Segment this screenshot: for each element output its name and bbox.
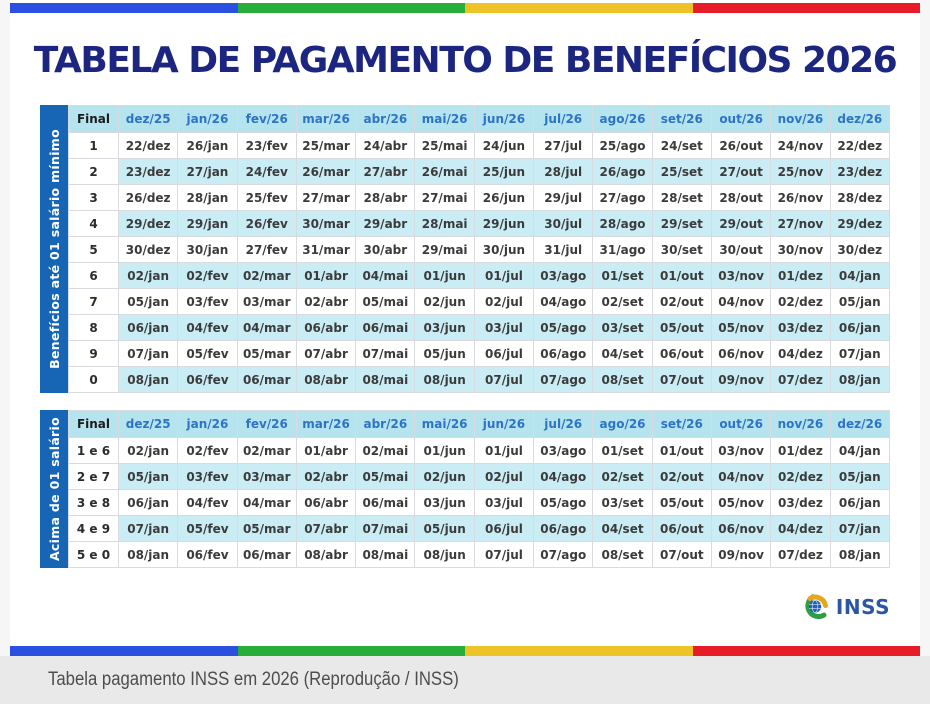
payment-date-cell: 02/jul	[474, 464, 533, 490]
payment-date-cell: 06/abr	[296, 490, 355, 516]
month-column-header: abr/26	[356, 411, 415, 438]
payment-date-cell: 04/set	[593, 341, 652, 367]
payment-date-cell: 08/mai	[356, 542, 415, 568]
payment-date-cell: 22/dez	[119, 133, 178, 159]
payment-date-cell: 05/mai	[356, 289, 415, 315]
final-digit-cell: 2	[69, 159, 119, 185]
payment-date-cell: 27/nov	[771, 211, 830, 237]
payment-date-cell: 06/ago	[534, 341, 593, 367]
payment-date-cell: 30/out	[711, 237, 770, 263]
month-column-header: dez/26	[830, 411, 889, 438]
payment-table-above-minimum	[40, 410, 890, 568]
payment-date-cell: 28/set	[652, 185, 711, 211]
table-sidebar-above-minimum	[40, 410, 68, 568]
payment-date-cell: 05/fev	[178, 341, 237, 367]
final-digit-cell: 9	[69, 341, 119, 367]
payment-date-cell: 07/abr	[296, 516, 355, 542]
payment-date-cell: 02/jun	[415, 289, 474, 315]
payment-date-cell: 08/jun	[415, 542, 474, 568]
payment-date-cell: 05/jan	[830, 464, 889, 490]
payment-date-cell: 07/out	[652, 542, 711, 568]
month-column-header: dez/26	[830, 106, 889, 133]
payment-date-cell: 07/ago	[534, 542, 593, 568]
payment-date-cell: 02/mai	[356, 438, 415, 464]
payment-date-cell: 03/ago	[534, 438, 593, 464]
payment-date-cell: 31/ago	[593, 237, 652, 263]
payment-date-cell: 02/out	[652, 289, 711, 315]
payment-date-cell: 03/fev	[178, 289, 237, 315]
payment-date-cell: 29/jun	[474, 211, 533, 237]
payment-date-cell: 04/jan	[830, 263, 889, 289]
payment-date-cell: 25/mar	[296, 133, 355, 159]
payment-date-cell: 02/set	[593, 289, 652, 315]
payment-date-cell: 26/nov	[771, 185, 830, 211]
payment-date-cell: 03/jun	[415, 490, 474, 516]
payment-date-cell: 27/out	[711, 159, 770, 185]
month-column-header: abr/26	[356, 106, 415, 133]
payment-date-cell: 06/abr	[296, 315, 355, 341]
payment-date-cell: 08/jan	[119, 367, 178, 393]
payment-date-cell: 25/set	[652, 159, 711, 185]
bar-segment-red	[693, 3, 921, 13]
payment-date-cell: 02/dez	[771, 464, 830, 490]
payment-date-cell: 06/mar	[237, 542, 296, 568]
payment-date-cell: 07/dez	[771, 542, 830, 568]
payment-date-cell: 01/jun	[415, 263, 474, 289]
payment-date-cell: 01/set	[593, 263, 652, 289]
payment-date-cell: 29/out	[711, 211, 770, 237]
payment-date-cell: 26/dez	[119, 185, 178, 211]
inss-logo-text: INSS	[835, 595, 890, 619]
table-row	[69, 341, 890, 367]
payment-date-cell: 08/jan	[119, 542, 178, 568]
payment-date-cell: 05/nov	[711, 490, 770, 516]
table-header	[69, 411, 890, 438]
payment-date-cell: 06/fev	[178, 542, 237, 568]
payment-date-cell: 04/mar	[237, 490, 296, 516]
month-column-header: out/26	[711, 411, 770, 438]
payment-date-cell: 06/jan	[119, 490, 178, 516]
payment-date-cell: 03/set	[593, 315, 652, 341]
final-digit-cell: 3	[69, 185, 119, 211]
payment-date-cell: 02/mar	[237, 263, 296, 289]
payment-date-cell: 08/mai	[356, 367, 415, 393]
payment-date-cell: 24/nov	[771, 133, 830, 159]
payment-date-cell: 01/jul	[474, 438, 533, 464]
payment-date-cell: 04/ago	[534, 289, 593, 315]
payment-date-cell: 30/nov	[771, 237, 830, 263]
payment-date-cell: 06/mai	[356, 315, 415, 341]
payment-date-cell: 02/dez	[771, 289, 830, 315]
table-row	[69, 542, 890, 568]
month-column-header: nov/26	[771, 411, 830, 438]
table-row	[69, 159, 890, 185]
bottom-color-bar	[10, 646, 920, 656]
payment-date-cell: 29/jul	[534, 185, 593, 211]
payment-date-cell: 01/dez	[771, 438, 830, 464]
month-column-header: mai/26	[415, 411, 474, 438]
table-body	[69, 438, 890, 568]
payment-date-cell: 06/fev	[178, 367, 237, 393]
payment-date-cell: 30/abr	[356, 237, 415, 263]
payment-date-cell: 05/fev	[178, 516, 237, 542]
payment-date-cell: 03/nov	[711, 263, 770, 289]
payment-date-cell: 06/jan	[830, 315, 889, 341]
payment-date-cell: 08/set	[593, 367, 652, 393]
payment-date-cell: 05/mar	[237, 341, 296, 367]
payment-date-cell: 23/fev	[237, 133, 296, 159]
payment-date-cell: 08/jun	[415, 367, 474, 393]
final-digit-cell: 1 e 6	[69, 438, 119, 464]
payment-date-cell: 04/dez	[771, 516, 830, 542]
month-column-header: out/26	[711, 106, 770, 133]
payment-date-cell: 29/set	[652, 211, 711, 237]
month-column-header: fev/26	[237, 106, 296, 133]
page-title: TABELA DE PAGAMENTO DE BENEFÍCIOS 2026	[33, 40, 897, 81]
payment-date-cell: 29/jan	[178, 211, 237, 237]
final-digit-cell: 6	[69, 263, 119, 289]
infographic-panel	[10, 0, 920, 656]
sidebar-label: Benefícios até 01 salário mínimo	[46, 129, 62, 369]
payment-date-cell: 04/fev	[178, 315, 237, 341]
payment-date-cell: 07/jul	[474, 367, 533, 393]
payment-date-cell: 02/fev	[178, 263, 237, 289]
payment-date-cell: 30/jul	[534, 211, 593, 237]
payment-date-cell: 08/abr	[296, 542, 355, 568]
payment-date-cell: 08/abr	[296, 367, 355, 393]
image-caption: Tabela pagamento INSS em 2026 (Reprodução / INSS)	[48, 669, 459, 690]
payment-date-cell: 07/mai	[356, 516, 415, 542]
payment-date-cell: 07/ago	[534, 367, 593, 393]
payment-date-cell: 07/abr	[296, 341, 355, 367]
payment-date-cell: 03/jul	[474, 490, 533, 516]
payment-date-cell: 03/jun	[415, 315, 474, 341]
payment-date-cell: 08/set	[593, 542, 652, 568]
payment-date-cell: 01/set	[593, 438, 652, 464]
payment-date-cell: 30/mar	[296, 211, 355, 237]
payment-date-cell: 27/mai	[415, 185, 474, 211]
payment-date-cell: 24/jun	[474, 133, 533, 159]
month-column-header: mar/26	[296, 106, 355, 133]
payment-date-cell: 23/dez	[830, 159, 889, 185]
top-color-bar	[10, 3, 920, 13]
payment-date-cell: 05/out	[652, 490, 711, 516]
payment-date-cell: 29/mai	[415, 237, 474, 263]
final-column-header: Final	[69, 106, 119, 133]
inss-swirl-icon	[799, 593, 831, 621]
payment-date-cell: 28/abr	[356, 185, 415, 211]
payment-date-cell: 30/dez	[119, 237, 178, 263]
table-row	[69, 211, 890, 237]
payment-date-cell: 06/jul	[474, 341, 533, 367]
payment-date-cell: 05/mar	[237, 516, 296, 542]
payment-date-cell: 04/ago	[534, 464, 593, 490]
payment-date-cell: 04/fev	[178, 490, 237, 516]
payment-date-cell: 04/mai	[356, 263, 415, 289]
payment-date-cell: 06/jan	[119, 315, 178, 341]
payment-date-cell: 06/mar	[237, 367, 296, 393]
payment-date-cell: 05/jun	[415, 516, 474, 542]
payment-date-cell: 06/jan	[830, 490, 889, 516]
payment-date-cell: 28/jul	[534, 159, 593, 185]
month-column-header: jun/26	[474, 411, 533, 438]
payment-date-cell: 01/out	[652, 263, 711, 289]
payment-date-cell: 02/jun	[415, 464, 474, 490]
payment-date-cell: 05/jan	[830, 289, 889, 315]
payment-date-cell: 01/jul	[474, 263, 533, 289]
payment-date-cell: 25/nov	[771, 159, 830, 185]
payment-date-cell: 25/fev	[237, 185, 296, 211]
month-column-header: ago/26	[593, 411, 652, 438]
table-row	[69, 237, 890, 263]
payment-date-cell: 03/fev	[178, 464, 237, 490]
payment-date-cell: 07/dez	[771, 367, 830, 393]
payment-date-cell: 05/jan	[119, 464, 178, 490]
month-column-header: jul/26	[534, 106, 593, 133]
final-digit-cell: 4 e 9	[69, 516, 119, 542]
payment-date-cell: 24/fev	[237, 159, 296, 185]
month-column-header: set/26	[652, 411, 711, 438]
payment-date-cell: 04/dez	[771, 341, 830, 367]
bar-segment-green	[238, 3, 466, 13]
month-column-header: jan/26	[178, 106, 237, 133]
month-column-header: ago/26	[593, 106, 652, 133]
bar-segment-blue	[10, 3, 238, 13]
payment-date-cell: 23/dez	[119, 159, 178, 185]
table-row	[69, 516, 890, 542]
table-row	[69, 263, 890, 289]
payment-date-cell: 09/nov	[711, 542, 770, 568]
payment-date-cell: 04/nov	[711, 289, 770, 315]
bar-segment-green	[238, 646, 466, 656]
month-column-header: set/26	[652, 106, 711, 133]
payment-date-cell: 24/set	[652, 133, 711, 159]
payment-date-cell: 27/mar	[296, 185, 355, 211]
table-row	[69, 464, 890, 490]
payment-date-cell: 30/jun	[474, 237, 533, 263]
month-column-header: fev/26	[237, 411, 296, 438]
payment-date-cell: 05/nov	[711, 315, 770, 341]
payment-date-cell: 01/abr	[296, 263, 355, 289]
payment-date-cell: 01/out	[652, 438, 711, 464]
payment-date-cell: 02/fev	[178, 438, 237, 464]
payment-date-cell: 28/out	[711, 185, 770, 211]
payment-date-cell: 09/nov	[711, 367, 770, 393]
payment-date-cell: 07/out	[652, 367, 711, 393]
month-column-header: dez/25	[119, 411, 178, 438]
table-row	[69, 490, 890, 516]
payment-date-cell: 28/jan	[178, 185, 237, 211]
month-column-header: nov/26	[771, 106, 830, 133]
payment-date-cell: 26/jun	[474, 185, 533, 211]
table-row	[69, 367, 890, 393]
payment-date-cell: 27/jan	[178, 159, 237, 185]
payment-date-cell: 26/out	[711, 133, 770, 159]
table-row	[69, 185, 890, 211]
month-column-header: jun/26	[474, 106, 533, 133]
table-body	[69, 133, 890, 393]
payment-date-cell: 27/abr	[356, 159, 415, 185]
payment-date-cell: 24/abr	[356, 133, 415, 159]
final-digit-cell: 1	[69, 133, 119, 159]
schedule-table	[68, 105, 890, 393]
payment-date-cell: 29/dez	[830, 211, 889, 237]
payment-table-minimum-wage	[40, 105, 890, 393]
payment-date-cell: 04/mar	[237, 315, 296, 341]
bar-segment-red	[693, 646, 921, 656]
payment-date-cell: 01/abr	[296, 438, 355, 464]
payment-date-cell: 30/set	[652, 237, 711, 263]
payment-date-cell: 02/out	[652, 464, 711, 490]
payment-date-cell: 27/fev	[237, 237, 296, 263]
payment-date-cell: 04/jan	[830, 438, 889, 464]
payment-date-cell: 25/jun	[474, 159, 533, 185]
payment-date-cell: 02/abr	[296, 464, 355, 490]
payment-date-cell: 06/mai	[356, 490, 415, 516]
payment-date-cell: 03/jul	[474, 315, 533, 341]
payment-date-cell: 03/dez	[771, 490, 830, 516]
bar-segment-blue	[10, 646, 238, 656]
final-digit-cell: 2 e 7	[69, 464, 119, 490]
sidebar-label: Acima de 01 salário	[46, 416, 62, 562]
month-column-header: mai/26	[415, 106, 474, 133]
table-row	[69, 133, 890, 159]
caption-bar	[0, 656, 930, 704]
payment-date-cell: 06/nov	[711, 516, 770, 542]
payment-date-cell: 30/jan	[178, 237, 237, 263]
payment-date-cell: 02/set	[593, 464, 652, 490]
payment-date-cell: 26/ago	[593, 159, 652, 185]
payment-date-cell: 25/mai	[415, 133, 474, 159]
payment-date-cell: 03/set	[593, 490, 652, 516]
inss-logo	[799, 593, 890, 621]
payment-date-cell: 01/jun	[415, 438, 474, 464]
payment-date-cell: 01/dez	[771, 263, 830, 289]
bar-segment-yellow	[465, 646, 693, 656]
payment-date-cell: 30/dez	[830, 237, 889, 263]
payment-date-cell: 02/jan	[119, 263, 178, 289]
payment-date-cell: 28/mai	[415, 211, 474, 237]
payment-date-cell: 06/out	[652, 341, 711, 367]
payment-date-cell: 07/jan	[830, 341, 889, 367]
payment-date-cell: 02/abr	[296, 289, 355, 315]
month-column-header: jul/26	[534, 411, 593, 438]
payment-date-cell: 05/ago	[534, 490, 593, 516]
payment-date-cell: 06/ago	[534, 516, 593, 542]
payment-date-cell: 03/dez	[771, 315, 830, 341]
final-digit-cell: 5	[69, 237, 119, 263]
payment-date-cell: 27/ago	[593, 185, 652, 211]
payment-date-cell: 05/mai	[356, 464, 415, 490]
header-row	[69, 106, 890, 133]
final-digit-cell: 5 e 0	[69, 542, 119, 568]
payment-date-cell: 29/dez	[119, 211, 178, 237]
payment-date-cell: 08/jan	[830, 367, 889, 393]
payment-date-cell: 07/jan	[830, 516, 889, 542]
payment-date-cell: 26/jan	[178, 133, 237, 159]
payment-date-cell: 03/ago	[534, 263, 593, 289]
payment-date-cell: 06/out	[652, 516, 711, 542]
payment-date-cell: 05/jan	[119, 289, 178, 315]
payment-date-cell: 06/jul	[474, 516, 533, 542]
table-row	[69, 315, 890, 341]
payment-date-cell: 03/nov	[711, 438, 770, 464]
payment-date-cell: 28/dez	[830, 185, 889, 211]
payment-date-cell: 08/jan	[830, 542, 889, 568]
payment-date-cell: 04/nov	[711, 464, 770, 490]
payment-date-cell: 26/mai	[415, 159, 474, 185]
payment-date-cell: 06/nov	[711, 341, 770, 367]
final-digit-cell: 4	[69, 211, 119, 237]
table-row	[69, 438, 890, 464]
table-row	[69, 289, 890, 315]
payment-date-cell: 07/mai	[356, 341, 415, 367]
bar-segment-yellow	[465, 3, 693, 13]
payment-date-cell: 27/jul	[534, 133, 593, 159]
payment-date-cell: 22/dez	[830, 133, 889, 159]
table-sidebar-minimum-wage	[40, 105, 68, 393]
payment-date-cell: 03/mar	[237, 464, 296, 490]
schedule-table	[68, 410, 890, 568]
payment-date-cell: 04/set	[593, 516, 652, 542]
final-digit-cell: 0	[69, 367, 119, 393]
payment-date-cell: 31/jul	[534, 237, 593, 263]
payment-date-cell: 02/jan	[119, 438, 178, 464]
month-column-header: mar/26	[296, 411, 355, 438]
final-column-header: Final	[69, 411, 119, 438]
header-row	[69, 411, 890, 438]
payment-date-cell: 26/mar	[296, 159, 355, 185]
payment-date-cell: 05/out	[652, 315, 711, 341]
payment-date-cell: 07/jan	[119, 516, 178, 542]
payment-date-cell: 02/jul	[474, 289, 533, 315]
payment-date-cell: 29/abr	[356, 211, 415, 237]
final-digit-cell: 7	[69, 289, 119, 315]
month-column-header: jan/26	[178, 411, 237, 438]
table-header	[69, 106, 890, 133]
month-column-header: dez/25	[119, 106, 178, 133]
payment-date-cell: 25/ago	[593, 133, 652, 159]
payment-date-cell: 05/ago	[534, 315, 593, 341]
payment-date-cell: 05/jun	[415, 341, 474, 367]
payment-date-cell: 03/mar	[237, 289, 296, 315]
final-digit-cell: 8	[69, 315, 119, 341]
final-digit-cell: 3 e 8	[69, 490, 119, 516]
payment-date-cell: 02/mar	[237, 438, 296, 464]
payment-date-cell: 07/jul	[474, 542, 533, 568]
payment-date-cell: 28/ago	[593, 211, 652, 237]
payment-date-cell: 26/fev	[237, 211, 296, 237]
payment-date-cell: 31/mar	[296, 237, 355, 263]
payment-date-cell: 07/jan	[119, 341, 178, 367]
